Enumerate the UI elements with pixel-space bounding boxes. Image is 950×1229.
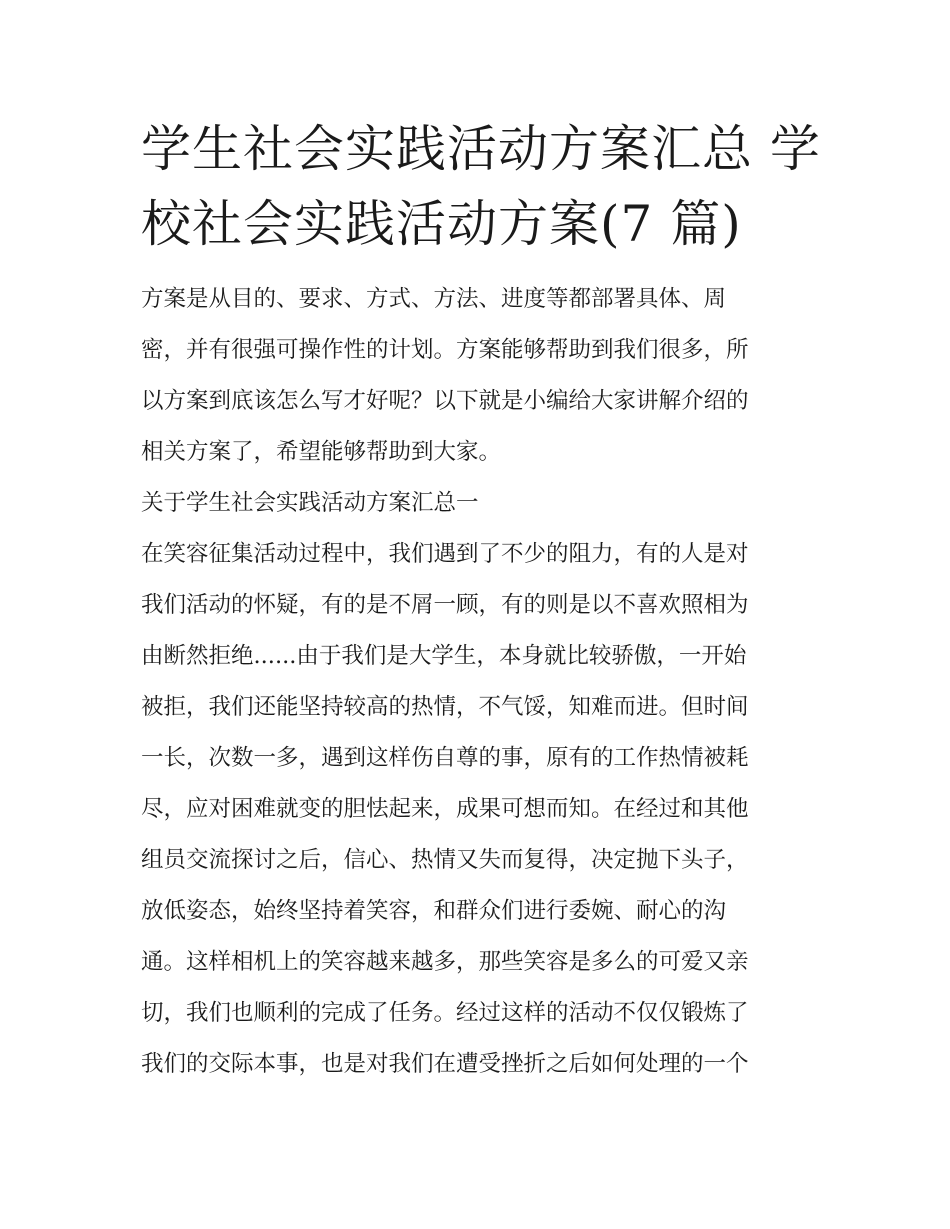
body-line: 组员交流探讨之后，信心、热情又失而复得，决定抛下头子，: [141, 847, 749, 873]
body-line: 在笑容征集活动过程中，我们遇到了不少的阻力，有的人是对: [141, 541, 749, 567]
section-heading: [141, 478, 813, 529]
body-line: 我们的交际本事，也是对我们在遭受挫折之后如何处理的一个: [141, 1051, 749, 1077]
intro-line: 密，并有很强可操作性的计划。方案能够帮助到我们很多，所: [141, 337, 749, 363]
intro-line: 方案是从目的、要求、方式、方法、进度等都部署具体、周: [141, 286, 727, 312]
document-title: [141, 112, 821, 262]
body-line: 切，我们也顺利的完成了任务。经过这样的活动不仅仅锻炼了: [141, 1000, 749, 1026]
intro-line: 以方案到底该怎么写才好呢？以下就是小编给大家讲解介绍的: [141, 388, 749, 414]
body-line: 通。这样相机上的笑容越来越多，那些笑容是多么的可爱又亲: [141, 949, 749, 975]
document-page: [141, 112, 821, 1090]
body-line: 一长，次数一多，遇到这样伤自尊的事，原有的工作热情被耗: [141, 745, 749, 771]
body-line: 由断然拒绝......由于我们是大学生，本身就比较骄傲，一开始: [141, 643, 747, 669]
body-line: 尽，应对困难就变的胆怯起来，成果可想而知。在经过和其他: [141, 796, 749, 822]
body-line: 我们活动的怀疑，有的是不屑一顾，有的则是以不喜欢照相为: [141, 592, 749, 618]
body-line: 被拒，我们还能坚持较高的热情，不气馁，知难而进。但时间: [141, 694, 749, 720]
intro-paragraph: [141, 274, 813, 478]
section-heading-text: 关于学生社会实践活动方案汇总一: [141, 490, 479, 516]
title-line-2: 校社会实践活动方案(7 篇): [141, 195, 742, 253]
body-paragraph: [141, 529, 813, 1090]
title-line-1: 学生社会实践活动方案汇总 学: [141, 120, 821, 178]
intro-line: 相关方案了，希望能够帮助到大家。: [141, 439, 502, 465]
body-line: 放低姿态，始终坚持着笑容，和群众们进行委婉、耐心的沟: [141, 898, 727, 924]
